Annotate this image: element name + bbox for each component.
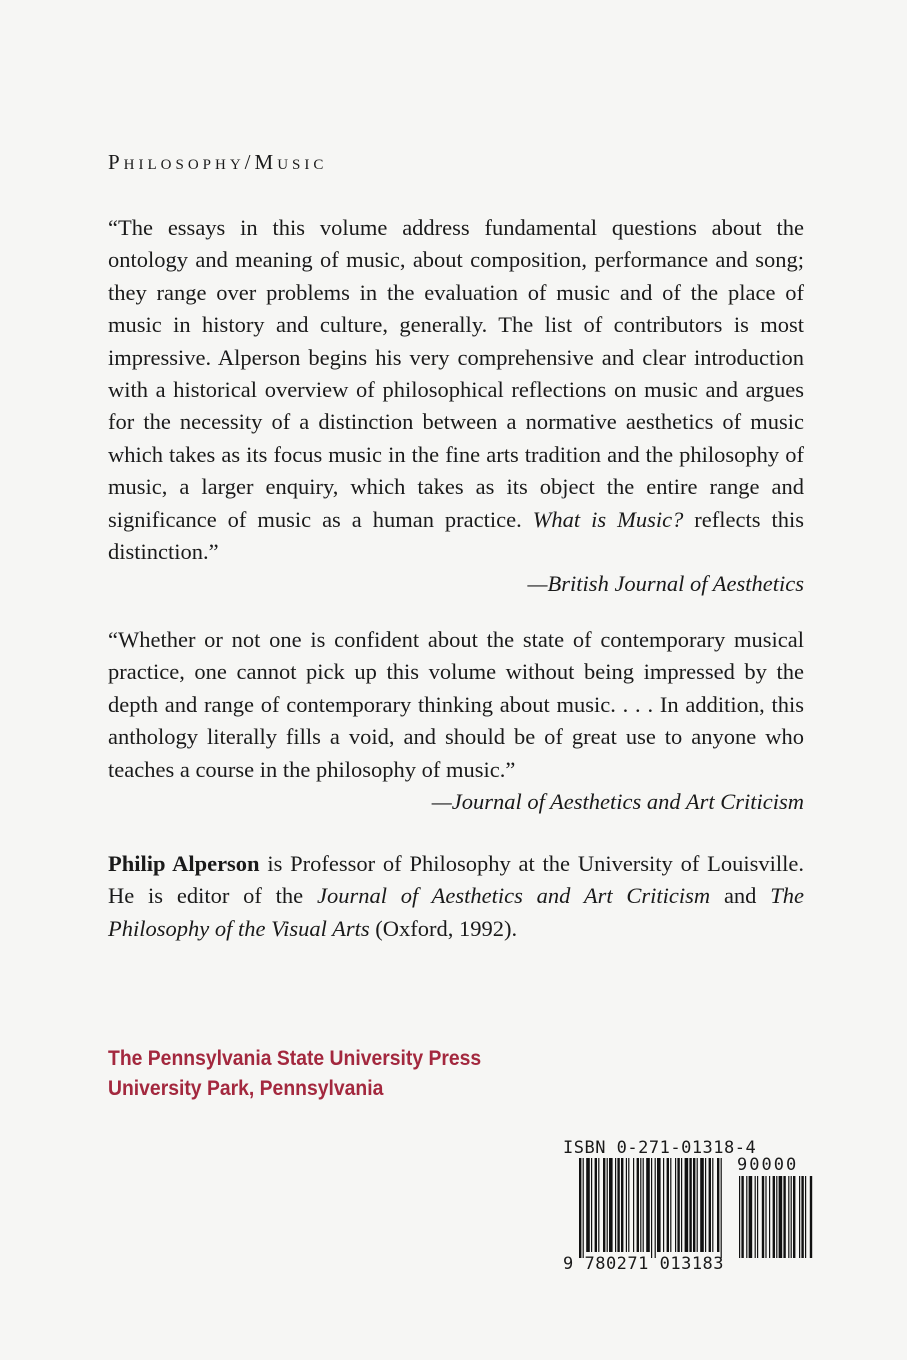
quote-attribution: —Journal of Aesthetics and Art Criticism [431, 789, 804, 815]
barcode-bar [773, 1176, 775, 1258]
barcode-bar [762, 1176, 764, 1258]
barcode-bar [621, 1158, 623, 1252]
review-quote-2 [108, 624, 804, 818]
barcode-bar [721, 1158, 722, 1258]
journal-title: Journal of Aesthetics and Art Criticism [316, 883, 711, 909]
barcode-bar [607, 1158, 608, 1252]
barcode-bar [655, 1158, 656, 1258]
barcode-bar [793, 1176, 795, 1258]
barcode-bar [646, 1158, 650, 1252]
quote-book-title: What is Music? [532, 506, 684, 532]
publisher-block [108, 1043, 481, 1103]
barcode-bar [657, 1158, 661, 1252]
bio-text-2: and [710, 883, 771, 909]
barcode-bar [685, 1158, 689, 1252]
barcode-bar [591, 1158, 592, 1252]
barcode-bar [805, 1176, 806, 1258]
barcode-bar [670, 1158, 671, 1252]
barcode-bar [633, 1158, 634, 1252]
ean-number: 9 780271 013183 [563, 1254, 725, 1274]
barcode-bar [675, 1158, 676, 1252]
barcode-bar [603, 1158, 605, 1252]
barcode-bar [598, 1158, 599, 1252]
barcode-bar [810, 1176, 812, 1258]
barcode-bar [586, 1158, 590, 1252]
isbn-barcode [563, 1138, 813, 1276]
barcode-bar [717, 1158, 719, 1252]
barcode-bar [640, 1158, 641, 1252]
barcode-bar [746, 1176, 747, 1258]
barcode-bar [651, 1158, 652, 1258]
barcode-bar [681, 1158, 682, 1252]
barcode-bar [637, 1158, 639, 1252]
bio-text: is Professor of Philosophy at the University of Louisville. He is editor of the [108, 851, 804, 909]
barcode-bar [583, 1158, 584, 1258]
quote-attribution: —British Journal of Aesthetics [527, 571, 804, 597]
barcode-bar [615, 1158, 616, 1252]
barcode-bar [755, 1176, 756, 1258]
barcode-bar [628, 1158, 629, 1252]
barcode-bar [712, 1158, 713, 1252]
barcode-bar [697, 1158, 698, 1252]
addon-number: 90000 [737, 1155, 799, 1175]
barcode-bar [776, 1176, 777, 1258]
barcode-bar [757, 1176, 758, 1258]
barcode-bar [689, 1158, 691, 1252]
barcode-bar [705, 1158, 706, 1252]
barcode-bar [739, 1176, 740, 1258]
barcode-bar [765, 1176, 766, 1258]
barcode-bar [609, 1158, 613, 1252]
author-name: Philip Alperson [108, 851, 260, 876]
barcode-bar [783, 1176, 785, 1258]
barcode-bar [579, 1158, 581, 1258]
category-label: Philosophy/Music [108, 150, 328, 174]
quote-text-end: reflects this distinction.” [108, 506, 804, 565]
barcode-bar [749, 1176, 753, 1258]
barcode-bar [595, 1158, 597, 1252]
author-bio [108, 848, 804, 945]
barcode-bar [801, 1176, 803, 1258]
barcode-bar [626, 1158, 627, 1252]
barcode-bar [677, 1158, 679, 1252]
barcode-bar [791, 1176, 792, 1258]
book-title: The Philosophy of the Visual Arts [108, 883, 804, 941]
quote-text: “Whether or not one is confident about the state of contemporary musical practice, one cannot pick up this volume without being impressed by the depth and range of contemporary thinking about music. . . . In addition, this anthology literally fills a void, and should be of great use to anyone who teaches a course in the philosophy of music.” [108, 627, 804, 782]
barcode-bar [741, 1176, 743, 1258]
barcode-bar [769, 1176, 770, 1258]
bio-text-3: (Oxford, 1992). [369, 915, 518, 941]
quote-text: “The essays in this volume address fundamental questions about the ontology and meaning of music, about composition, performance and song; they range over problems in the evaluation of music and of the place of music in history and culture, generally. The list of contributors is most impressive. Alperson begins his very comprehensive and clear introduction with a historical overview of philosophical reflections on music and argues for the necessity of a distinction between a normative aesthetics of music which takes as its focus music in the fine arts tradition and the philosophy of music, a larger enquiry, which takes as its object the entire range and significance of music as a human practice. [108, 215, 804, 532]
barcode-bar [799, 1176, 800, 1258]
barcode-bar [667, 1158, 669, 1252]
barcode-bar [788, 1176, 789, 1258]
barcode-bar [779, 1176, 783, 1258]
barcode-bar [663, 1158, 664, 1252]
barcode-bar [700, 1158, 704, 1252]
review-quote-1 [108, 212, 804, 601]
barcode-bar [643, 1158, 644, 1252]
isbn-number: ISBN 0-271-01318-4 [563, 1138, 757, 1158]
publisher-location: University Park, Pennsylvania [108, 1076, 384, 1100]
barcode-bar [709, 1158, 711, 1252]
publisher-name: The Pennsylvania State University Press [108, 1046, 482, 1070]
barcode-bar [617, 1158, 619, 1252]
barcode-bar [693, 1158, 695, 1252]
